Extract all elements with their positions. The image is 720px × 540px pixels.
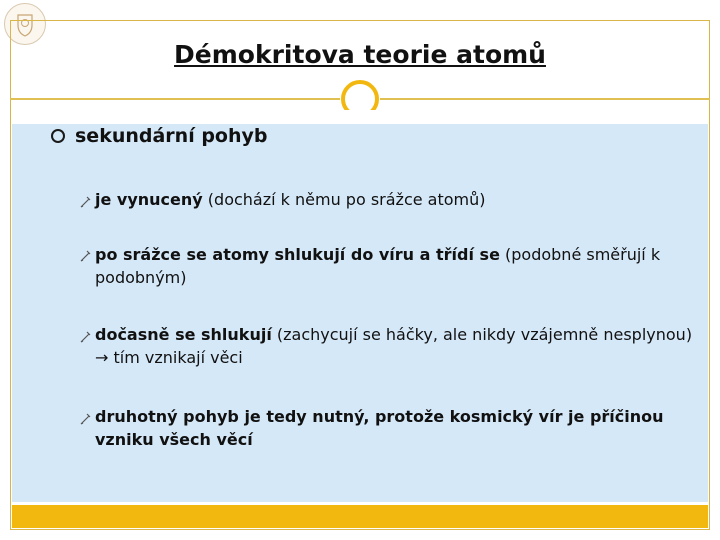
list-item bbox=[95, 243, 695, 289]
pen-bullet-icon bbox=[79, 196, 91, 208]
list-item bbox=[95, 405, 695, 451]
item-bold-text: je vynucený bbox=[95, 190, 203, 209]
item-bold-text: po srážce se atomy shlukují do víru a třídí se bbox=[95, 245, 500, 264]
list-item bbox=[95, 323, 695, 369]
circle-bullet-icon bbox=[51, 129, 65, 143]
pen-bullet-icon bbox=[79, 250, 91, 262]
footer-bar bbox=[12, 505, 708, 528]
item-normal-text: (zachycují se háčky, ale nikdy vzájemně nesplynou) → tím vznikají věci bbox=[95, 325, 693, 367]
page-title: Démokritova teorie atomů bbox=[174, 40, 546, 69]
level1-heading: sekundární pohyb bbox=[75, 125, 268, 147]
pen-bullet-icon bbox=[79, 331, 91, 343]
item-bold-text: druhotný pohyb je tedy nutný, protože kosmický vír je příčinou vzniku všech věcí bbox=[95, 407, 664, 449]
pen-bullet-icon bbox=[79, 413, 91, 425]
item-bold-text: dočasně se shlukují bbox=[95, 325, 272, 344]
item-normal-text: (dochází k němu po srážce atomů) bbox=[202, 190, 486, 209]
title-rule-right bbox=[380, 98, 710, 100]
list-item bbox=[95, 188, 695, 211]
title-rule-left bbox=[10, 98, 340, 100]
item-normal-text: (podobné směřují k podobným) bbox=[95, 245, 661, 287]
